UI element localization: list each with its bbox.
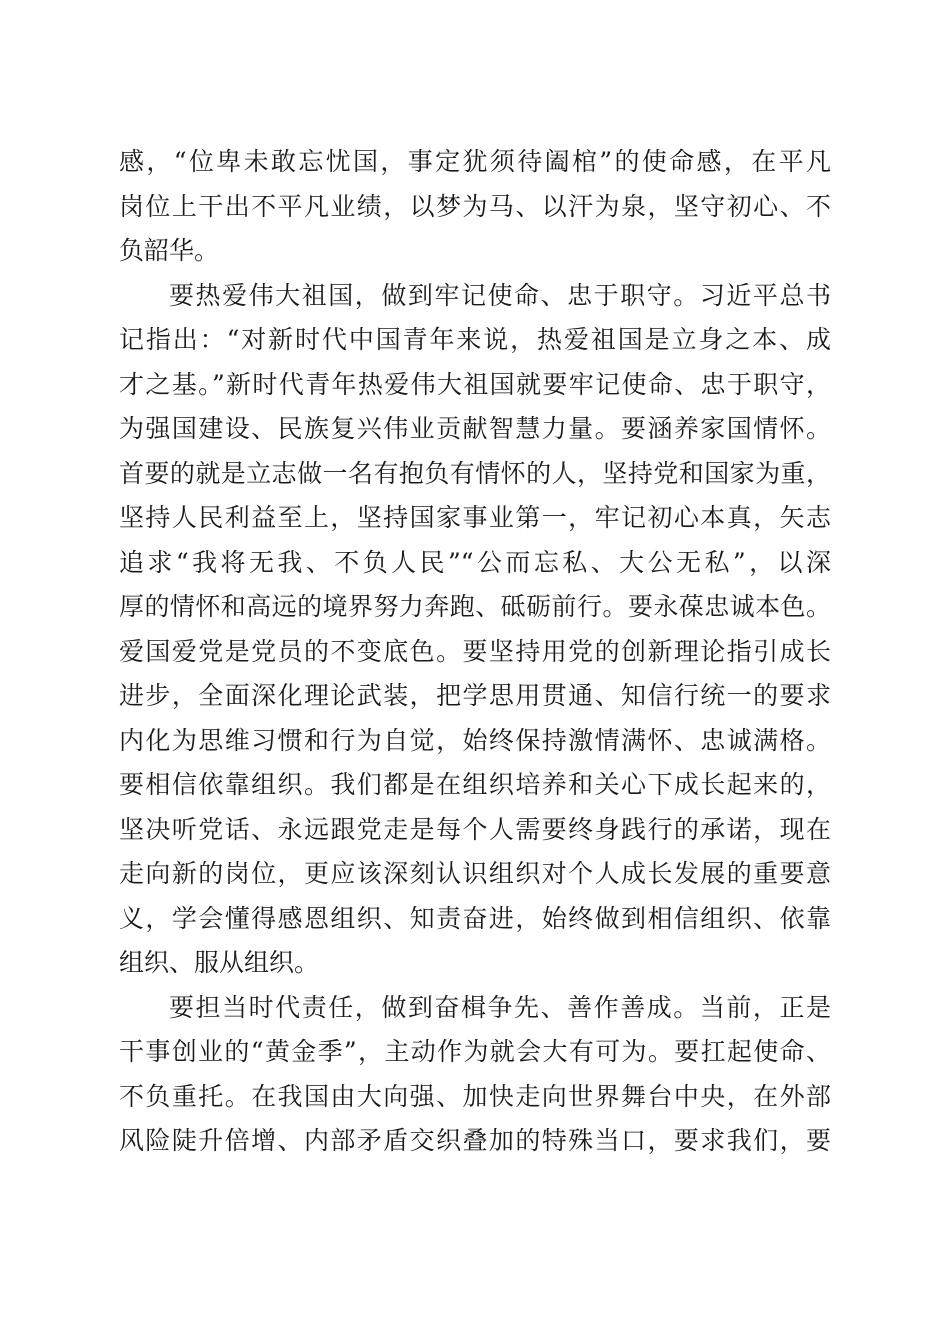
text-line: 要担当时代责任，做到奋楫争先、善作善成。当前，正是 [169, 992, 831, 1022]
text-line: 追求“我将无我、不负人民”“公而忘私、大公无私”，以深 [119, 547, 831, 577]
text-line: 义，学会懂得感恩组织、知责奋进，始终做到相信组织、依靠 [119, 903, 831, 933]
text-line: 负韶华。 [119, 236, 220, 265]
text-line: 坚持人民利益至上，坚持国家事业第一，牢记初心本真，矢志 [119, 503, 831, 532]
text-line: 风险陡升倍增、内部矛盾交织叠加的特殊当口，要求我们，要 [119, 1126, 831, 1155]
text-line: 内化为思维习惯和行为自觉，始终保持激情满怀、忠诚满格。 [119, 725, 831, 755]
text-line: 记指出：“对新时代中国青年来说，热爱祖国是立身之本、成 [119, 325, 831, 354]
text-line: 走向新的岗位，更应该深刻认识组织对个人成长发展的重要意 [119, 859, 831, 888]
text-line: 干事创业的“黄金季”，主动作为就会大有可为。要扛起使命、 [119, 1037, 831, 1066]
text-line: 坚决听党话、永远跟党走是每个人需要终身践行的承诺，现在 [119, 814, 831, 844]
text-line: 为强国建设、民族复兴伟业贡献智慧力量。要涵养家国情怀。 [119, 414, 831, 443]
text-line: 要热爱伟大祖国，做到牢记使命、忠于职守。习近平总书 [169, 280, 831, 310]
text-line: 才之基。”新时代青年热爱伟大祖国就要牢记使命、忠于职守， [119, 369, 831, 399]
text-line: 厚的情怀和高远的境界努力奔跑、砥砺前行。要永葆忠诚本色。 [119, 592, 831, 621]
text-line: 进步，全面深化理论武装，把学思用贯通、知信行统一的要求 [119, 681, 831, 710]
text-line: 首要的就是立志做一名有抱负有情怀的人，坚持党和国家为重， [119, 458, 831, 488]
text-line: 爱国爱党是党员的不变底色。要坚持用党的创新理论指引成长 [119, 636, 831, 666]
text-line: 组织、服从组织。 [119, 948, 320, 977]
text-line: 不负重托。在我国由大向强、加快走向世界舞台中央，在外部 [119, 1081, 831, 1111]
text-line: 感，“位卑未敢忘忧国，事定犹须待阖棺”的使命感，在平凡 [119, 147, 831, 176]
text-line: 岗位上干出不平凡业绩，以梦为马、以汗为泉，坚守初心、不 [119, 191, 831, 221]
body-text [119, 140, 831, 1164]
text-line: 要相信依靠组织。我们都是在组织培养和关心下成长起来的， [119, 770, 831, 799]
